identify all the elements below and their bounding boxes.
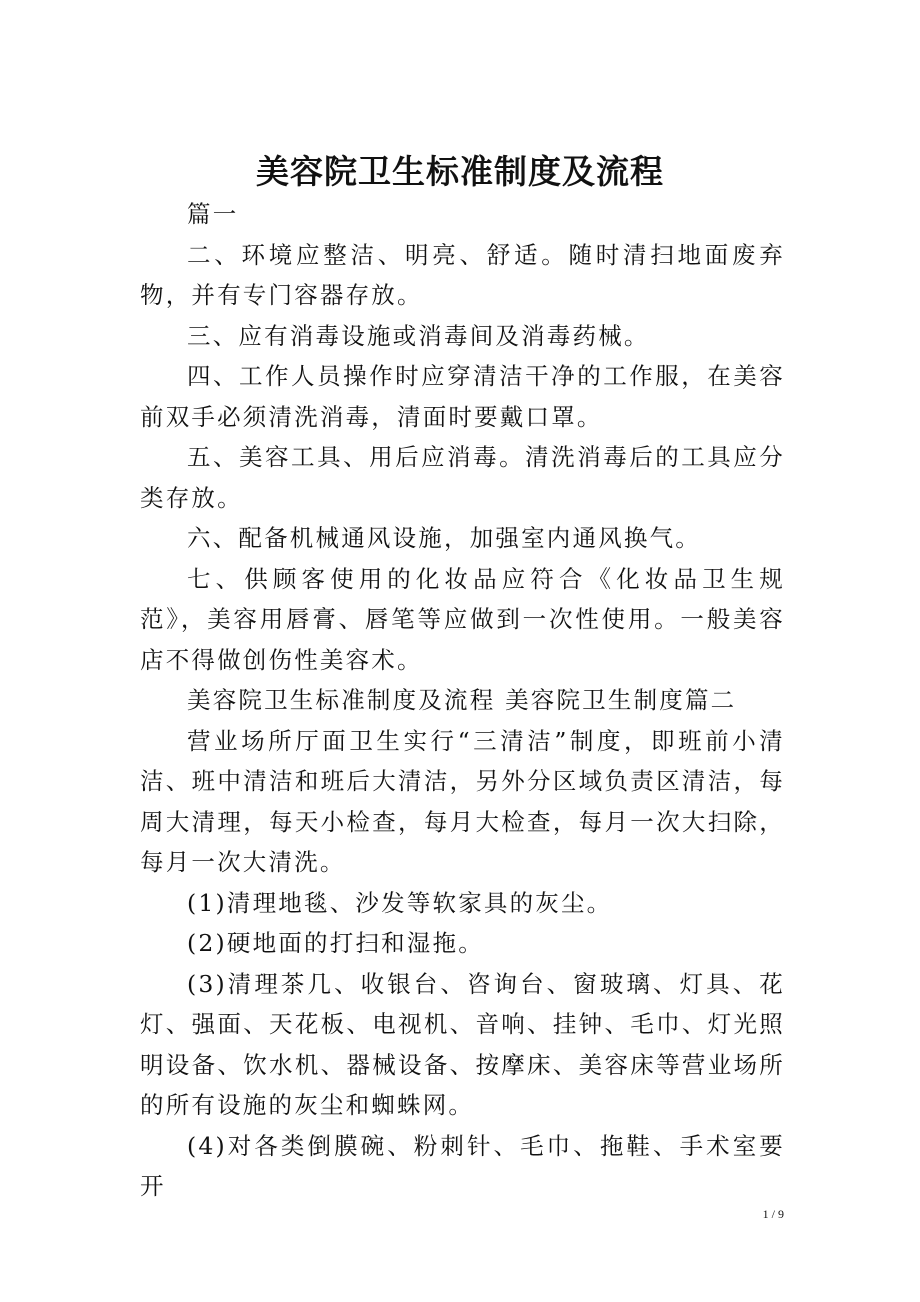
document-body — [140, 194, 785, 1207]
paragraph-step-1: (1)清理地毯、沙发等软家具的灰尘。 — [187, 888, 613, 917]
paragraph-item-3: 三、应有消毒设施或消毒间及消毒药械。 — [187, 321, 650, 350]
paragraph-section-label: 篇一 — [187, 200, 239, 228]
paragraph-item-5: 五、美容工具、用后应消毒。清洗消毒后的工具应分类存放。 — [140, 443, 785, 512]
document-title: 美容院卫生标准制度及流程 — [256, 152, 664, 192]
page-number: 1 / 9 — [762, 1207, 784, 1221]
paragraph-item-2: 二、环境应整洁、明亮、舒适。随时清扫地面废弃物，并有专门容器存放。 — [140, 240, 785, 309]
paragraph-cleaning-rule: 营业场所厅面卫生实行“三清洁”制度，即班前小清洁、班中清洁和班后大清洁，另外分区域负责区清洁，每周大清理，每天小检查，每月大检查，每月一次大扫除，每月一次大清洗。 — [140, 726, 785, 876]
paragraph-section-heading: 美容院卫生标准制度及流程 美容院卫生制度篇二 — [187, 686, 737, 714]
paragraph-step-4: (4)对各类倒膜碗、粉刺针、毛巾、拖鞋、手术室要开 — [140, 1131, 785, 1200]
paragraph-item-6: 六、配备机械通风设施，加强室内通风换气。 — [187, 524, 701, 552]
paragraph-item-4: 四、工作人员操作时应穿清洁干净的工作服，在美容前双手必须清洗消毒，清面时要戴口罩。 — [140, 362, 785, 431]
paragraph-step-2: (2)硬地面的打扫和湿拖。 — [187, 929, 484, 957]
paragraph-item-7: 七、供顾客使用的化妆品应符合《化妆品卫生规范》，美容用唇膏、唇笔等应做到一次性使用。一般美容店不得做创伤性美容术。 — [140, 564, 785, 674]
paragraph-step-3: (3)清理茶几、收银台、咨询台、窗玻璃、灯具、花灯、强面、天花板、电视机、音响、挂钟、毛巾、灯光照明设备、饮水机、器械设备、按摩床、美容床等营业场所的所有设施的灰尘和蜘蛛网。 — [140, 969, 785, 1119]
